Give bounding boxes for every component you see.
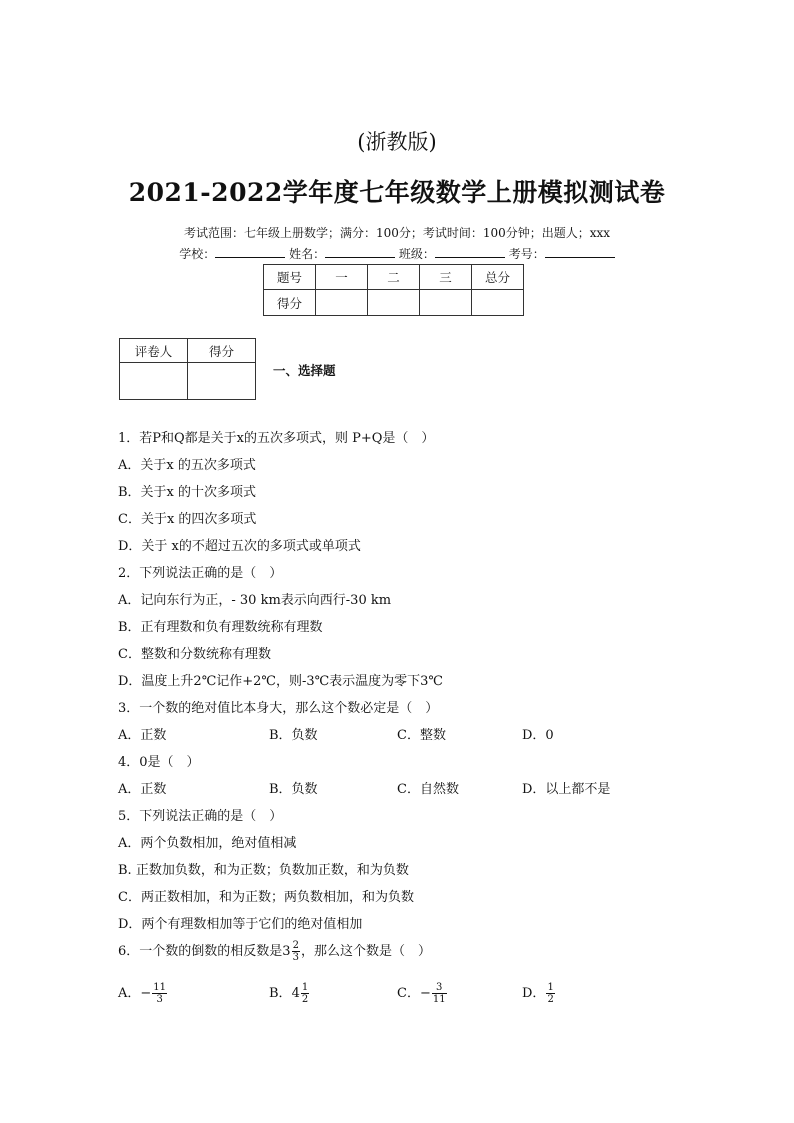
score-cell[interactable] bbox=[368, 290, 420, 316]
fraction-denominator: 2 bbox=[547, 994, 554, 1005]
question-4-stem: 4．0是（ ） bbox=[118, 755, 200, 770]
question-4-option-a: A．正数 bbox=[118, 782, 167, 797]
question-5-option-b: B. 正数加负数，和为正数；负数加正数，和为负数 bbox=[118, 863, 409, 878]
question-3-option-c: C．整数 bbox=[397, 728, 446, 743]
fraction-denominator: 11 bbox=[432, 994, 446, 1005]
grader-score-cell[interactable] bbox=[188, 363, 256, 400]
question-4-option-c: C．自然数 bbox=[397, 782, 459, 797]
mixed-number-whole: 3 bbox=[282, 944, 291, 959]
question-6-option-a bbox=[118, 982, 168, 1005]
question-6-option-d bbox=[522, 982, 556, 1005]
score-cell[interactable] bbox=[316, 290, 368, 316]
question-5-stem: 5．下列说法正确的是（ ） bbox=[118, 809, 283, 824]
fraction-numerator: 3 bbox=[432, 982, 447, 994]
mixed-number-whole: 4 bbox=[291, 986, 300, 1001]
score-value-row bbox=[264, 290, 524, 316]
fraction-numerator: 1 bbox=[301, 982, 309, 993]
score-table bbox=[263, 264, 524, 316]
name-field[interactable] bbox=[325, 245, 395, 258]
score-cell[interactable] bbox=[420, 290, 472, 316]
student-fields bbox=[0, 245, 794, 262]
score-header-cell: 总分 bbox=[472, 265, 524, 290]
question-2-option-d: D．温度上升2℃记作+2℃，则-3℃表示温度为零下3℃ bbox=[118, 674, 443, 689]
name-label: 姓名： bbox=[289, 247, 326, 261]
class-label: 班级： bbox=[398, 247, 435, 261]
option-label: D． bbox=[522, 986, 546, 1001]
question-3-option-b: B．负数 bbox=[269, 728, 318, 743]
question-3-option-a: A．正数 bbox=[118, 728, 167, 743]
fraction bbox=[301, 982, 309, 1005]
score-header-cell: 一 bbox=[316, 265, 368, 290]
grader-cell[interactable] bbox=[120, 363, 188, 400]
question-5-option-c: C．两正数相加，和为正数；两负数相加，和为负数 bbox=[118, 890, 414, 905]
school-label: 学校： bbox=[179, 247, 216, 261]
number-field[interactable] bbox=[545, 245, 615, 258]
question-6-option-c bbox=[397, 982, 448, 1005]
question-3-option-d: D．0 bbox=[522, 728, 554, 743]
question-1-option-a: A．关于x 的五次多项式 bbox=[118, 458, 256, 473]
question-6-stem-text: 6．一个数的倒数的相反数是 bbox=[118, 944, 283, 959]
question-4-option-d: D．以上都不是 bbox=[522, 782, 611, 797]
grader-header-row bbox=[120, 339, 256, 363]
question-2-option-c: C．整数和分数统称有理数 bbox=[118, 647, 271, 662]
fraction bbox=[292, 940, 300, 963]
score-header-row bbox=[264, 265, 524, 290]
question-1-option-d: D．关于 x的不超过五次的多项式或单项式 bbox=[118, 539, 361, 554]
question-6-stem bbox=[118, 940, 431, 963]
grader-header-cell: 得分 bbox=[188, 339, 256, 363]
number-label: 考号： bbox=[508, 247, 545, 261]
fraction-denominator: 3 bbox=[156, 994, 163, 1005]
exam-info: 考试范围：七年级上册数学；满分：100分；考试时间：100分钟；出题人；xxx bbox=[183, 226, 611, 240]
fraction bbox=[152, 982, 167, 1005]
section-title: 一、选择题 bbox=[273, 363, 336, 378]
question-6-option-b bbox=[269, 982, 310, 1005]
edition-label: (浙教版) bbox=[357, 130, 437, 154]
question-2-option-b: B．正有理数和负有理数统称有理数 bbox=[118, 620, 323, 635]
fraction-denominator: 3 bbox=[292, 952, 299, 963]
fraction-numerator: 2 bbox=[292, 940, 299, 951]
score-header-cell: 二 bbox=[368, 265, 420, 290]
grader-header-cell: 评卷人 bbox=[120, 339, 188, 363]
question-2-stem: 2．下列说法正确的是（ ） bbox=[118, 566, 283, 581]
option-label: A． bbox=[118, 986, 141, 1001]
fraction bbox=[432, 982, 447, 1005]
question-6-stem-tail: ，那么这个数是（ ） bbox=[300, 944, 431, 959]
option-label: B． bbox=[269, 986, 292, 1001]
option-sign: − bbox=[140, 986, 152, 1001]
question-5-option-d: D．两个有理数相加等于它们的绝对值相加 bbox=[118, 917, 363, 932]
school-field[interactable] bbox=[215, 245, 285, 258]
option-label: C． bbox=[397, 986, 420, 1001]
fraction-denominator: 2 bbox=[301, 994, 309, 1005]
question-1-stem: 1．若P和Q都是关于x的五次多项式，则 P+Q是（ ） bbox=[118, 431, 435, 446]
class-field[interactable] bbox=[435, 245, 505, 258]
question-4-option-b: B．负数 bbox=[269, 782, 318, 797]
score-cell[interactable] bbox=[472, 290, 524, 316]
score-header-cell: 三 bbox=[420, 265, 472, 290]
score-row-label: 得分 bbox=[264, 290, 316, 316]
grader-table bbox=[119, 338, 256, 400]
question-1-option-c: C．关于x 的四次多项式 bbox=[118, 512, 257, 527]
fraction-numerator: 11 bbox=[153, 982, 167, 993]
question-5-option-a: A．两个负数相加，绝对值相减 bbox=[118, 836, 297, 851]
fraction bbox=[546, 982, 554, 1005]
question-2-option-a: A．记向东行为正，- 30 km表示向西行-30 km bbox=[118, 593, 392, 608]
score-header-cell: 题号 bbox=[264, 265, 316, 290]
exam-title: 2021-2022学年度七年级数学上册模拟测试卷 bbox=[128, 178, 666, 207]
question-3-stem: 3．一个数的绝对值比本身大，那么这个数必定是（ ） bbox=[118, 701, 439, 716]
option-sign: − bbox=[419, 986, 431, 1001]
fraction-numerator: 1 bbox=[547, 982, 554, 993]
grader-value-row bbox=[120, 363, 256, 400]
question-1-option-b: B．关于x 的十次多项式 bbox=[118, 485, 257, 500]
